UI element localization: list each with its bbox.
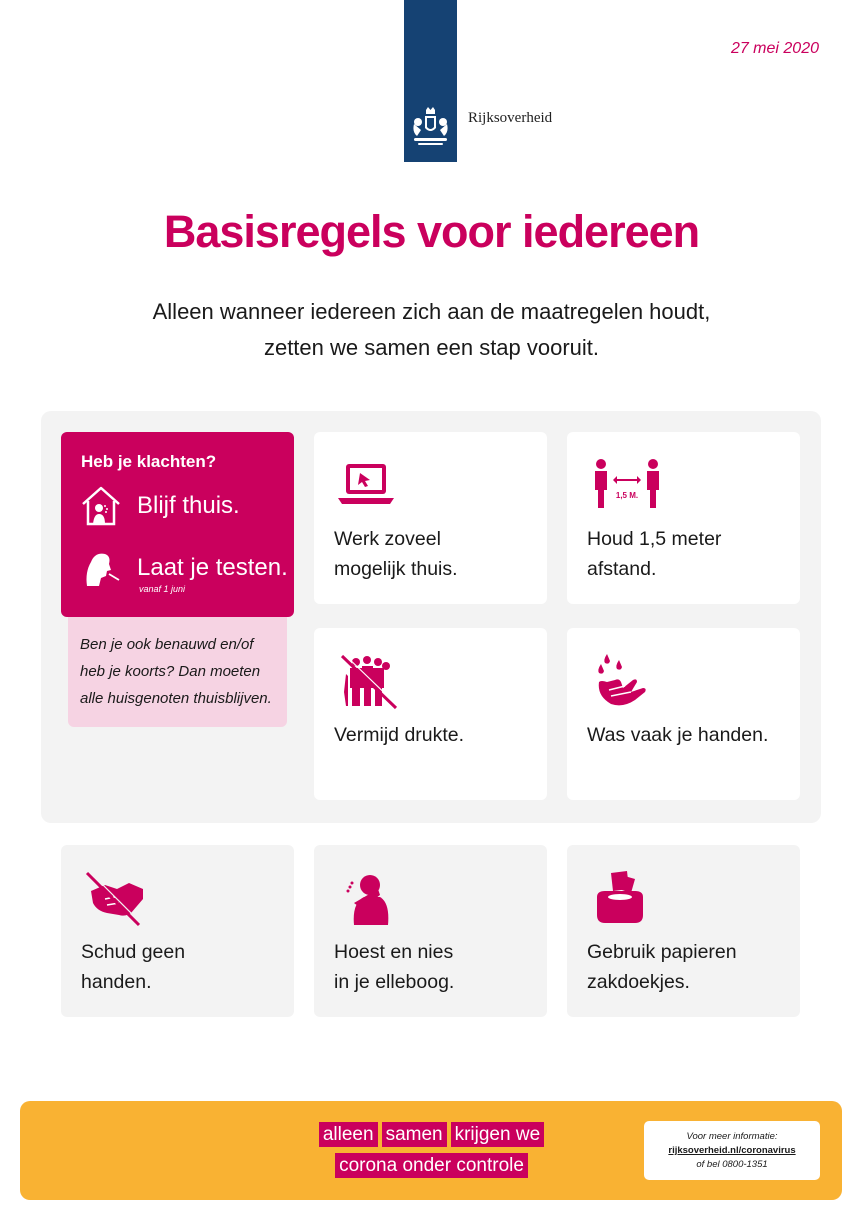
rule-card-work-from-home bbox=[314, 432, 547, 604]
slogan-word: alleen bbox=[319, 1122, 378, 1147]
symptoms-card bbox=[61, 432, 294, 617]
rule-label-line: afstand. bbox=[587, 558, 657, 580]
rule-label bbox=[81, 937, 280, 997]
distance-icon-text: 1,5 M. bbox=[615, 491, 639, 500]
rule-label bbox=[587, 720, 786, 750]
no-crowd-icon bbox=[334, 652, 406, 712]
stay-home-row bbox=[79, 484, 240, 528]
slogan-word: krijgen we bbox=[451, 1122, 545, 1147]
rule-label-line: Houd 1,5 meter bbox=[587, 528, 722, 550]
rule-label-line: Hoest en nies bbox=[334, 941, 454, 963]
rule-card-wash-hands bbox=[567, 628, 800, 800]
stay-home-text: Blijf thuis. bbox=[137, 492, 240, 519]
wash-hands-icon bbox=[587, 652, 659, 712]
symptoms-question: Heb je klachten? bbox=[81, 452, 217, 471]
rule-label bbox=[587, 937, 786, 997]
house-cough-icon bbox=[79, 484, 123, 528]
tissue-box-icon bbox=[587, 869, 659, 929]
intro-line-1: Alleen wanneer iedereen zich aan de maatregelen houdt, bbox=[152, 299, 711, 324]
rule-label-line: in je elleboog. bbox=[334, 971, 455, 993]
tested-since-note: vanaf 1 juni bbox=[139, 584, 186, 594]
info-label: Voor meer informatie: bbox=[686, 1131, 778, 1142]
rule-label-line: zakdoekjes. bbox=[587, 971, 690, 993]
page-title: Basisregels voor iedereen bbox=[163, 206, 700, 257]
get-tested-text: Laat je testen. bbox=[137, 554, 288, 581]
rule-card-distance bbox=[567, 432, 800, 604]
rule-label bbox=[334, 720, 533, 750]
laptop-icon bbox=[334, 456, 406, 516]
publication-date: 27 mei 2020 bbox=[730, 40, 819, 57]
rule-card-no-handshake bbox=[61, 845, 294, 1017]
rule-label bbox=[334, 937, 533, 997]
rule-label-line: Vermijd drukte. bbox=[334, 724, 465, 746]
coat-of-arms-icon bbox=[408, 106, 453, 148]
rule-card-avoid-crowds bbox=[314, 628, 547, 800]
logo-text: Rijksoverheid bbox=[468, 110, 553, 126]
info-url-link[interactable]: rijksoverheid.nl/coronavirus bbox=[668, 1145, 796, 1156]
slogan-word: samen bbox=[382, 1122, 447, 1147]
distance-icon bbox=[587, 456, 659, 516]
rule-label bbox=[587, 524, 786, 584]
more-info-box bbox=[644, 1121, 820, 1180]
info-phone: of bel 0800-1351 bbox=[696, 1159, 768, 1170]
intro-text bbox=[0, 294, 863, 366]
intro-line-2: zetten we samen een stap vooruit. bbox=[263, 335, 600, 360]
rule-card-cough-elbow bbox=[314, 845, 547, 1017]
rule-label-line: Schud geen bbox=[81, 941, 186, 963]
rijksoverheid-logo-bar bbox=[404, 0, 457, 162]
rule-label-line: handen. bbox=[81, 971, 152, 993]
rule-label bbox=[334, 524, 533, 584]
rule-label-line: Werk zoveel bbox=[334, 528, 441, 550]
rule-label-line: mogelijk thuis. bbox=[334, 558, 458, 580]
household-note: Ben je ook benauwd en/of heb je koorts? Dan moeten alle huisgenoten thuisblijven. bbox=[68, 617, 287, 727]
rule-label-line: Gebruik papieren bbox=[587, 941, 737, 963]
person-test-icon bbox=[79, 546, 123, 590]
no-handshake-icon bbox=[81, 869, 153, 929]
rule-label-line: Was vaak je handen. bbox=[587, 724, 769, 746]
slogan-word: corona onder controle bbox=[335, 1153, 528, 1178]
cough-elbow-icon bbox=[334, 869, 406, 929]
rule-card-tissues bbox=[567, 845, 800, 1017]
